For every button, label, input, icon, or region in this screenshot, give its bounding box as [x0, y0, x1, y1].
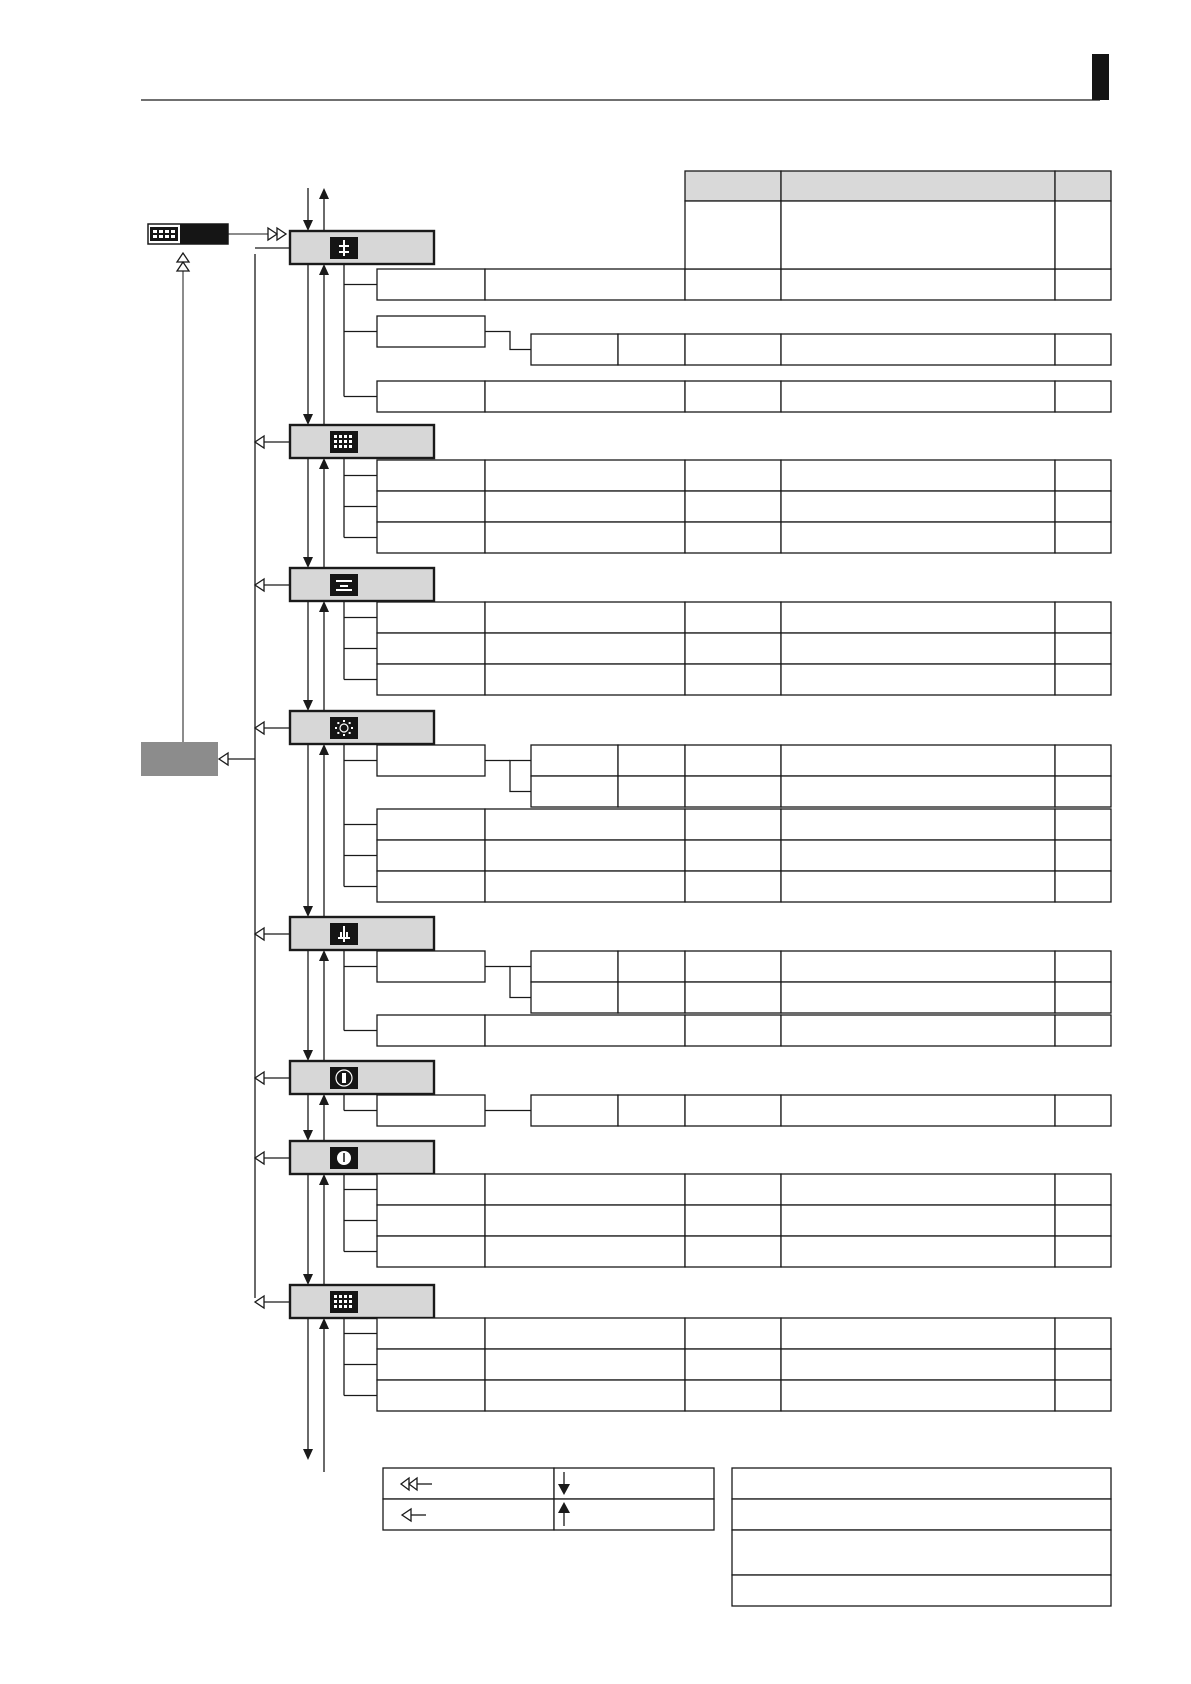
section-tab-marker — [1092, 54, 1109, 100]
return-arrow-icon — [255, 928, 264, 940]
return-arrow-icon — [255, 579, 264, 591]
menu-row — [344, 1015, 1111, 1046]
menu-group-5 — [255, 917, 1111, 1046]
menu-header-6[interactable] — [290, 1061, 434, 1094]
menu-row — [344, 1236, 1111, 1267]
compass-icon — [330, 1067, 358, 1089]
notes-row-2 — [732, 1499, 1111, 1530]
menu-row — [344, 381, 1111, 412]
notes-row-3 — [732, 1530, 1111, 1575]
menu-row — [344, 871, 1111, 902]
menu-row — [344, 316, 1111, 365]
menu-group-8 — [255, 1285, 1111, 1411]
nav-arrows-4 — [303, 744, 329, 917]
nav-arrows-7 — [303, 1174, 329, 1285]
menu-row — [344, 1349, 1111, 1380]
menu-group-4 — [255, 711, 1111, 902]
menu-row — [344, 522, 1111, 553]
return-arrow-icon — [255, 436, 264, 448]
legend — [383, 1468, 1111, 1606]
menu-row — [344, 460, 1111, 491]
menu-row — [344, 840, 1111, 871]
menu-group-3 — [255, 568, 1111, 695]
legend-cell-arrow-up — [554, 1499, 714, 1530]
menu-group-7 — [255, 1141, 1111, 1267]
return-arrow-icon — [255, 722, 264, 734]
connector-icon — [330, 923, 358, 945]
menu-header-4[interactable] — [290, 711, 434, 744]
menu-row — [344, 633, 1111, 664]
menu-header-8[interactable] — [290, 1285, 434, 1318]
menu-row — [344, 664, 1111, 695]
menu-row — [344, 951, 1111, 1013]
menu-row — [344, 269, 1111, 300]
menu-row — [344, 1380, 1111, 1411]
table-header — [685, 171, 1111, 269]
nav-arrows-2 — [303, 458, 329, 568]
menu-row — [344, 1318, 1111, 1349]
menu-row — [344, 491, 1111, 522]
menu-row — [344, 745, 1111, 807]
menu-header-1[interactable] — [290, 231, 434, 264]
menu-row — [344, 1095, 1111, 1126]
clock-icon — [330, 1147, 358, 1169]
return-arrow-icon — [255, 1152, 264, 1164]
nav-arrows-8 — [303, 1318, 329, 1472]
double-hollow-arrow-icon — [268, 228, 286, 240]
return-node — [141, 742, 218, 776]
nav-arrows-6 — [303, 1094, 329, 1141]
menu-header-7[interactable] — [290, 1141, 434, 1174]
menu-group-2 — [255, 425, 1111, 553]
notes-row-4 — [732, 1575, 1111, 1606]
legend-cell-arrow-down — [554, 1468, 714, 1499]
menu-row — [344, 1174, 1111, 1205]
return-arrow-icon — [255, 1296, 264, 1308]
sun-dial-icon — [330, 717, 358, 739]
display-grid-icon — [330, 431, 358, 453]
nav-arrows-1 — [303, 264, 329, 425]
menu-header-5[interactable] — [290, 917, 434, 950]
hollow-arrow-left-icon — [219, 753, 228, 765]
notes-row-1 — [732, 1468, 1111, 1499]
menu-row — [344, 809, 1111, 840]
temperature-sensor-icon — [330, 237, 358, 259]
menu-row — [344, 1205, 1111, 1236]
menu-row — [344, 602, 1111, 633]
nav-arrows-3 — [303, 601, 329, 711]
menu-groups — [255, 188, 1111, 1472]
device-display-icon — [148, 224, 228, 244]
nav-arrows-5 — [303, 950, 329, 1061]
menu-header-2[interactable] — [290, 425, 434, 458]
menu-header-3[interactable] — [290, 568, 434, 601]
keypad-icon — [330, 574, 358, 596]
double-hollow-arrow-up-icon — [177, 253, 189, 271]
return-arrow-icon — [255, 1072, 264, 1084]
menu-group-6 — [255, 1061, 1111, 1126]
memory-grid-icon — [330, 1291, 358, 1313]
